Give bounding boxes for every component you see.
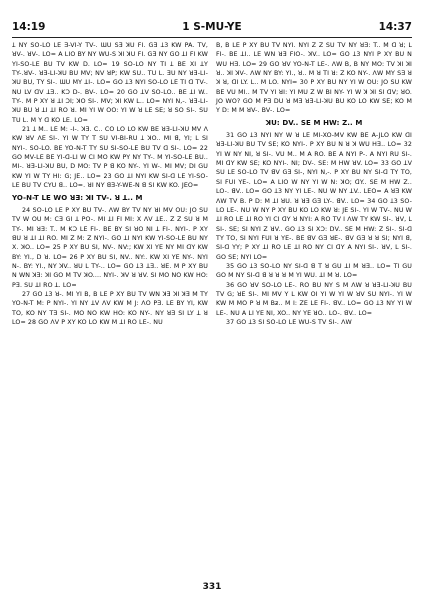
right-column <box>216 41 412 327</box>
left-column <box>12 41 208 327</box>
running-header <box>12 21 412 35</box>
header-book-title: 1 S-MU-YE <box>182 21 242 33</box>
verse-paragraph: B, B LE P XY BU TV NYI. NYI Z Z SU TV NY ꓤƎ: T.. ꓟ ꓷ ꓤ; L FI-. BE ꓕI.. LE WN ꓤƎ FIO-. ꓘV.. LO= GO Ʇ3 NYI P XY BU N WU HƎ. LO= 29 GO ꓤV YO-N-T LE-. ꓥW B, B NY MO: TV ꓘI ꓘI ꓤ.. ꓘI ꓘV-. ꓥW NY BY: YI., ꓤ.. ꓟ ꓤ TI ꓤ: Z KO NY-. ꓥW MY SƎ ꓤ ꓘ ꓤ, ꓷI LY. L.. ꓟ LO. NYI= 30 P XY BU NY YI W OU: JO SU KW BE VU MI.. ꓟ TV YI ꓤI: YI MU Z W BI NY- YI W ꓘ ꓘI SI ꓷV; ꓤO. JO WO? GO M PƎ DU ꓤ MƎ ꓤƎ-LI-ꓘU BU KO LO KW SE; KO ꓟ Y ꓓ: M M ꓤV-. BV-. LO= <box>216 42 412 115</box>
header-left-reference: 14:19 <box>12 21 46 33</box>
section-heading: ꓘU: ꓓV.. SE M HW: Z.. ꓟ <box>265 118 363 127</box>
verse-paragraph: 21 Ʇ M.. LE ꓟ: -I-. ꓘƎ. C.. CO LO LO KW BE ꓤƎ-LI-ꓘU ꓟV ꓥ KW ꓤV ꓥE SI-. YI W TY T SU VI-BI-RU Ʇ ꓘO.. MI ꓭ, YI; L SI NYI-. SO-LO. BE YO-N-T TY SU SI-SO-LE BU TV ꓷ SI-. LO= 22 GO ꓟV-LE BE YI-ꓷ-LI W CI MO KW PY NY TY-. ꓟ YI-SO-LE BU.. MI-. ꓤƎ-LI-ꓘU BU, ꓓ MO: TV P ꓭ KO NY-. YI W-. MI MV; ꓓI GU KW YI W TY HI: G; JE.. LO= 23 GO ꓕI NYI KW SI-ꓷ LE YI-SO-LE BU TV CYU ꓭ.. LO=. ꓤI NY ꓭƎ-Y-WE-N ꓭ SI KW KO. JEO= <box>12 126 208 190</box>
verse-paragraph: 24 SO-LO LE P XY BU TV-. ꓥW BY TV NY ꓤI ꓟV OU: JO SU TV W OU ꓟ: CƎ GI ꓕ PO-. ꓟI ꓕI FI MI: ꓫ ꓥV ꓕE.. Z Z SU ꓤ ꓟ TY-. ꓟI ꓤƎ: T.. ꓟ KƆ LE FI-. BE BY SI ꓤO NI ꓕ FI-. NYI-. P XY ꓭU ꓤ ꓕI ꓕI RO. MI Z ꓟ: Z NYI-. GO ꓕI NYI KW YI-SO-LE BU NY X. ꓘO.. LO= 25 P XY BU SI, NV-. NV:; KW ꓫI YE NY MI ꓷY KW BY: YI., ꓓ ꓤ. LO= 26 P XY BU SI, NV.. NY:. KW ꓫI YE NY-. NYI N-. BY: YI., NY ꓘV.. ꓤU L TY-.. LO= GO Ʇ3 ꓕƎ.. ꓤE. ꓟ P XY BU N WN ꓘƎ: ꓘI GO ꓟ TV ꓘO.... NYI-. ꓘV ꓤ ꓤV. SI MO NO KW HO: PƎ. SU ꓕI RO ꓕ. LO= <box>12 206 208 289</box>
header-right-reference: 14:37 <box>378 21 412 33</box>
verse-paragraph: 35 GO Ʇ3 SO-LO NY SI-ꓷ ꓭ T ꓤ GU ꓕI ꓟ ꓤƎ.. LO= TI GU GO M NY SI-ꓷ ꓭ ꓤ ꓤ ꓤ ꓟ YI WU. ꓕI ꓟ ꓤ. LO= <box>216 262 412 280</box>
verse-paragraph: 27 GO Ʇ3 ꓤ-. MI YI B, B LE P XY BU TV WN ꓘƎ ꓘI ꓘƎ ꓟ TY YO-N-T ꓟ: ꓑ NYI-. YI NY ꓕV ꓥV KW ꓟ J: ꓥO PƎ. LE BY YI, KW TO, KO NY TƎ SI-. MO NO KW HO: KO NY-. NY ꓤƎ SI LY ꓕ ꓤ LO= 28 GO ꓥV P XY KO LO KW ꓟ ꓕI RO LE-. NU <box>12 290 208 326</box>
verse-paragraph: Ʇ NY SO-LO LE Ǝ-VI-Y TV-. ƜU SƎ ꓘU FI. GƎ Ʇ3 KW PA. TV, ꓤV-. ꓤV-. LO= A LIO BY NY WU-S ꓘI ꓘU FI. GƎ NY GO ꓕI FI KW YI-SO-LE BU TV KW D. LO= 19 SO-LO NY TI Ʇ BE XI ꓕY TY-.ꓤV-. ꓤƎ-LI-ꓘU BU MV; ꓠV ꓤP; KW SU.. TU L. ƎU NY ꓤƎ-LI-ꓘU BU, TY SI-. ƜU MY ꓕI-. LO= GO Ʇ3 NYI SO-LO LE TI ꓷ TV-. NU LV ꓷV ꓕƎ.. KƆ D-. BV-. LO= 20 GO ꓕV SO-LO.. BE ꓕI W.. TY-. M P XY ꓤ ꓕI ƆI; ꓘO SI-. ꓟV; ꓘI KW L.. LO= NYI N,-. ꓤƎ-LI-ꓘU BU ꓤ ꓕI ꓕI RO ꓤ. MI YI W OO: YI W ꓤ LE SE; ꓤ SO SI-. SU TU L. ꓟ Y ꓷ KO LE. LO= <box>12 42 208 124</box>
verse-paragraph: 37 GO Ʇ3 SI SO-LO LE WU-S TV SI-. ꓥW <box>226 318 352 326</box>
verse-paragraph: 36 GO ꓤV SO-LO LE-. RO BU NY S ꓟ ꓥW ꓤ ꓤƎ-LI-ꓘU BU TV G; ꓤE SI-. ꓟI ꓟV Y L KW OI YI W YI W ꓤV SU NYI-. YI W KW ꓟ ꓟO P ꓤ ꓟ Bƶ.. ꓟ I: ZE LE FI-. ꓭV.. LO= GO Ʇ3 NY YI W LE-. NU A LI YE NI, XO.. NY YE ꓤO.. LO-. ꓭV.. LO= <box>216 281 412 317</box>
section-heading: YO-N-T LE WO ꓤƎ: ꓘI TV-. ꓤ ꓕ.. ꓟ <box>12 193 143 202</box>
verse-paragraph: 31 GO Ʇ3 NYI NY W ꓤ LE MI-XO-ꓟV KW BE A-JLO KW ꓷI ꓤƎ-LI-ꓘU BU TV SE; KO NYI-. P XY BU N ꓤ ꓘ WU HƎ.. LO= 32 YI W NY NI, ꓤ SI-. VU ꓟ.. ꓟ A RO. BE A NYI P-. A NYI RU SI-. MI ꓷY KW SE; KO NYI-. NI; ꓓV-. SE: M HW ꓤV. LO= 33 GO ꓕV SU LE SO-LO TV ꓭV GƎ SI-, NYI N,-. P XY BU NY SI-ꓷ TY TO, SI FUI YE-. LO= A LIO W NY YI W N: ꓘO; ꓷY.. SE M HW Z.. LO-. ꓭV.. LO= GO Ʇ3 NY YI LE-. NU W NY ꓕV.. LEO= A ꓤƎ KW ꓥW TV B. P D: ꓟ ꓕI ꓤU. ꓤ ꓤƎ GƎ LY-. ꓭV.. LO= 34 GO Ʇ3 SO-LO LE-. NU W NY P XY BU KO LO KW ꓤ: JE SI-. YI W TV-. NU W ꓕI RO LE ꓕI RO YI CI ꓷY ꓤ NYI: A RO TV I ꓥW TY KW SI-. ꓤV, L SI-. SE; SI NYI Z ꓤV.. GO Ʇ3 SI XƆ: ꓓV.. SE M HW: Z SI-. SI-ꓷ TY TO, SI NYI FUI ꓤ YE-. BE ꓭV GƎ ꓤE-. ꓭV GƎ ꓤ ꓤ SI; NYI ꓭ, SI-ꓷ YY; P XY ꓕI RO LE ꓕI RO NY CI ꓷY A NYI SI-. ꓤV, L SI-. GO SE; NYI LO= <box>216 132 412 261</box>
header-rule <box>12 37 412 38</box>
page-number: 331 <box>202 582 222 592</box>
